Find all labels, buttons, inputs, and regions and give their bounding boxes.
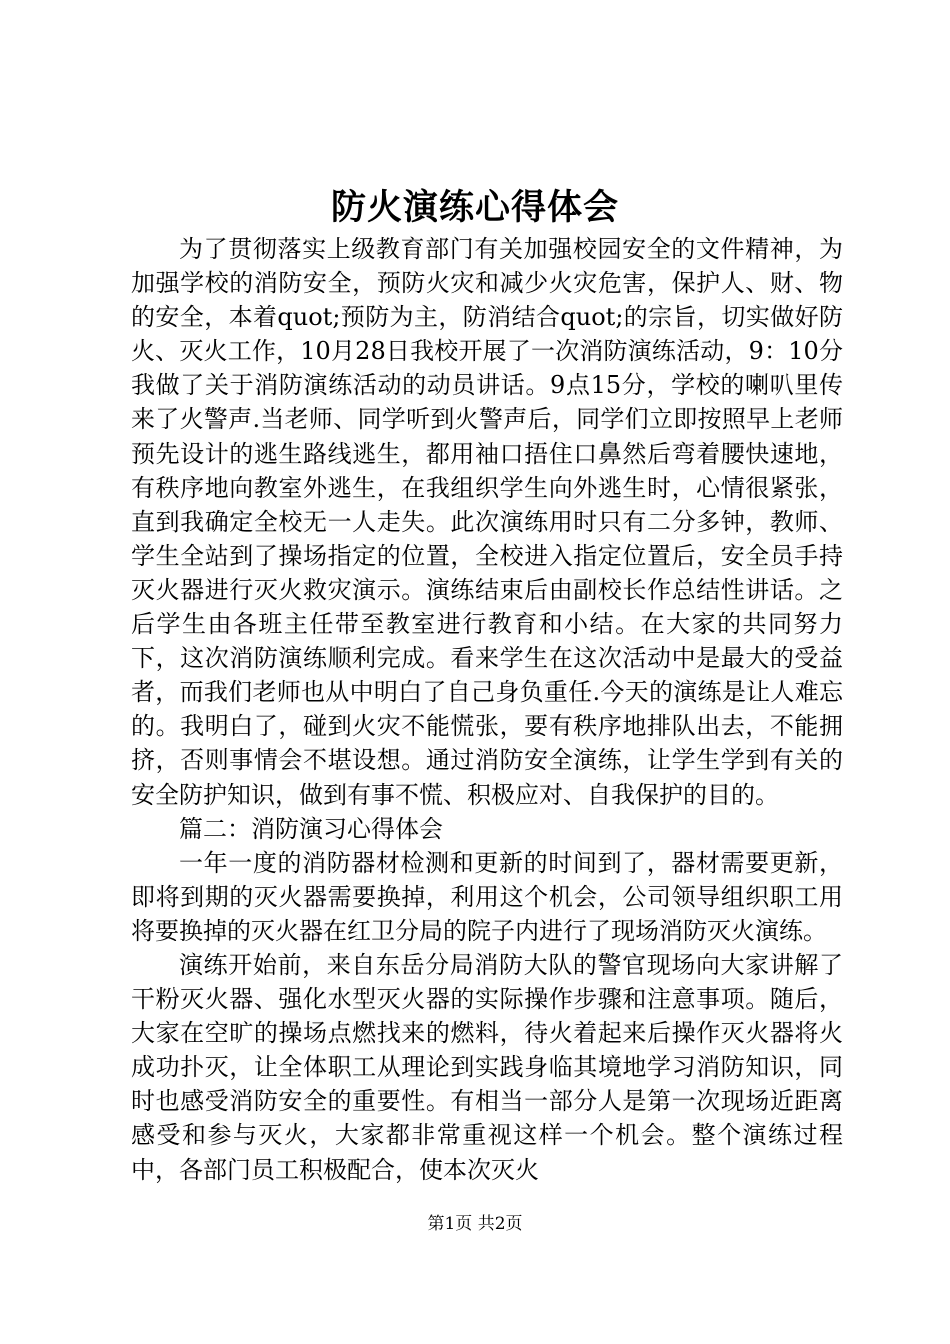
paragraph: 演练开始前，来自东岳分局消防大队的警官现场向大家讲解了干粉灭火器、强化水型灭火器的实际操作步骤和注意事项。随后，大家在空旷的操场点燃找来的燃料，待火着起来后操作灭火器将火成功扑灭，让全体职工从理论到实践身临其境地学习消防知识，同时也感受消防安全的重要性。有相当一部分人是第一次现场近距离感受和参与灭火，大家都非常重视这样一个机会。整个演练过程中，各部门员工积极配合，使本次灭火 bbox=[131, 950, 843, 1184]
document-body bbox=[131, 232, 843, 1187]
page-footer: 第1页 共2页 bbox=[427, 1214, 523, 1234]
document-title: 防火演练心得体会 bbox=[330, 187, 619, 228]
paragraph: 为了贯彻落实上级教育部门有关加强校园安全的文件精神，为加强学校的消防安全，预防火灾和减少火灾危害，保护人、财、物的安全，本着quot;预防为主，防消结合quot;的宗旨，切实做好防火、灭火工作，10月28日我校开展了一次消防演练活动，9：10分我做了关于消防演练活动的动员讲话。9点15分，学校的喇叭里传来了火警声.当老师、同学听到火警声后，同学们立即按照早上老师预先设计的逃生路线逃生，都用袖口捂住口鼻然后弯着腰快速地，有秩序地向教室外逃生，在我组织学生向外逃生时，心情很紧张，直到我确定全校无一人走失。此次演练用时只有二分多钟，教师、学生全站到了操场指定的位置，全校进入指定位置后，安全员手持灭火器进行灭火救灾演示。演练结束后由副校长作总结性讲话。之后学生由各班主任带至教室进行教育和小结。在大家的共同努力下，这次消防演练顺利完成。看来学生在这次活动中是最大的受益者，而我们老师也从中明白了自己身负重任.今天的演练是让人难忘的。我明白了，碰到火灾不能慌张，要有秩序地排队出去，不能拥挤，否则事情会不堪设想。通过消防安全演练，让学生学到有关的安全防护知识，做到有事不慌、积极应对、自我保护的目的。 bbox=[131, 235, 843, 809]
section-heading: 篇二：消防演习心得体会 bbox=[179, 814, 443, 843]
paragraph: 一年一度的消防器材检测和更新的时间到了，器材需要更新，即将到期的灭火器需要换掉，利用这个机会，公司领导组织职工用将要换掉的灭火器在红卫分局的院子内进行了现场消防灭火演练。 bbox=[131, 848, 843, 945]
